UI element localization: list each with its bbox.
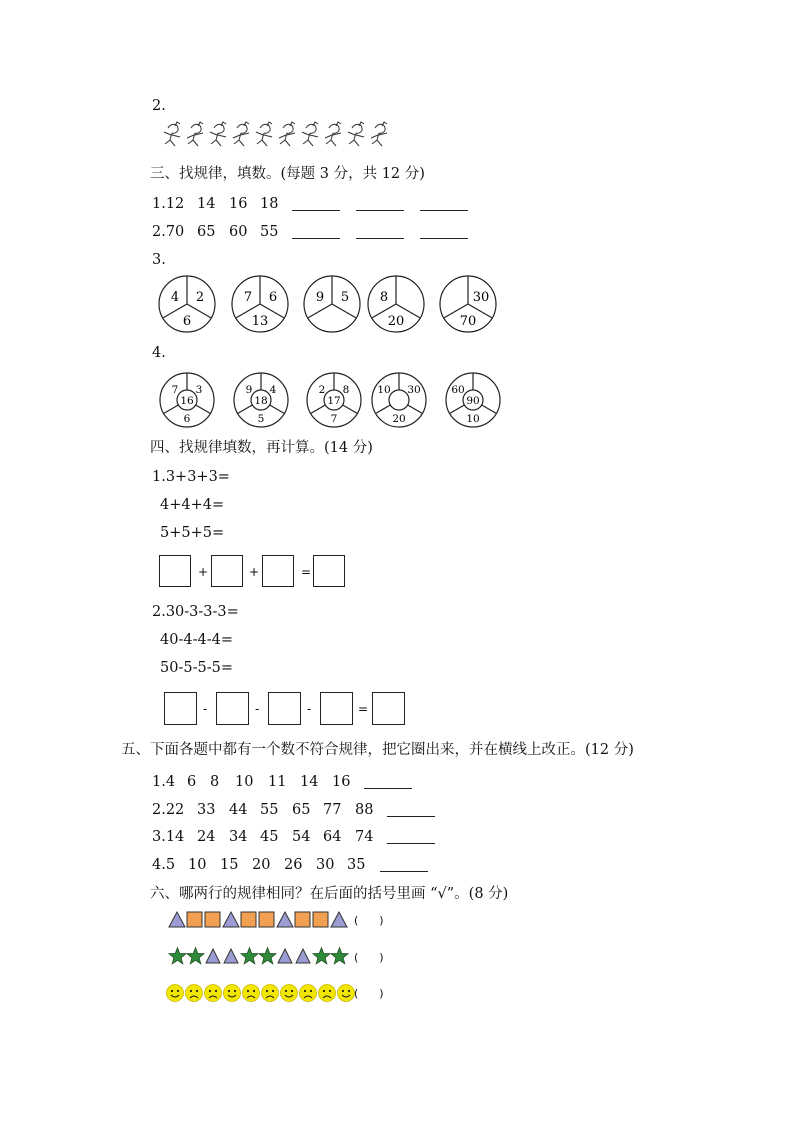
seq-num: 33 [197,802,216,818]
seq-num: 8 [210,774,220,790]
seq-num: 45 [260,829,279,845]
wheel-value: 10 [377,384,391,396]
dancing-figures-row [158,120,390,150]
square-icon [259,912,274,927]
seq-num: 11 [268,774,287,790]
triangle-icon [331,912,347,927]
wheel-value: 70 [459,314,477,329]
square-icon [187,912,202,927]
seq-num: 4.5 [152,857,176,873]
wheel-value: 6 [182,314,192,329]
seq-num: 26 [284,857,303,873]
number-wheel [302,274,362,334]
number-wheel [366,274,426,334]
wheel-value: 60 [451,384,465,396]
wheel-value: 4 [170,290,180,305]
wheel-value: 7 [330,413,338,425]
plus-sign: + [198,565,209,579]
answer-paren[interactable]: ( ) [354,987,384,1000]
seq-num: 74 [355,829,374,845]
seq-num: 88 [355,802,374,818]
square-icon [205,912,220,927]
triangle-icon [296,949,310,963]
square-icon [241,912,256,927]
p3-q2-num: 60 [229,224,248,240]
pattern-row-faces [165,983,355,1003]
seq-num: 34 [229,829,248,845]
square-icon [295,912,310,927]
dancing-figure-icon [210,122,226,146]
smiley-face-icon [338,985,355,1002]
wheel-value: 2 [318,384,326,396]
number-wheel [230,274,290,334]
seq-num: 55 [260,802,279,818]
answer-box[interactable] [268,692,301,725]
p4-q2-line: 2.30-3-3-3= [152,604,239,620]
wheel-center: 17 [327,395,341,407]
p4-q2-line: 50-5-5-5= [160,660,233,676]
star-icon [313,948,330,964]
answer-box[interactable] [211,555,243,587]
minus-sign: - [203,702,208,716]
pattern-row-stars [167,946,352,966]
number-wheel-inner [158,371,216,429]
wheel-value: 20 [387,314,405,329]
answer-paren[interactable]: ( ) [354,951,384,964]
smiley-face-icon [167,985,184,1002]
seq-num: 35 [347,857,366,873]
number-wheel-inner [232,371,290,429]
q2-label: 2. [152,98,166,114]
answer-box[interactable] [320,692,353,725]
wheel-value: 20 [392,413,406,425]
answer-box[interactable] [372,692,405,725]
seq-num: 1.4 [152,774,176,790]
dancing-figure-icon [279,122,295,146]
wheel-value: 13 [251,314,269,329]
seq-num: 10 [188,857,207,873]
star-icon [241,948,258,964]
wheel-value: 7 [243,290,253,305]
seq-num: 16 [332,774,351,790]
wheel-center: 90 [466,395,480,407]
wheel-value: 30 [472,290,490,305]
seq-num: 44 [229,802,248,818]
correction-blank[interactable] [364,788,412,789]
triangle-icon [223,912,239,927]
wheel-value: 10 [466,413,480,425]
answer-blank[interactable] [356,238,404,239]
p3-q1-num: 18 [260,196,279,212]
seq-num: 65 [292,802,311,818]
smiley-face-icon [224,985,241,1002]
part-four-heading: 四、找规律填数，再计算。(14 分) [150,440,373,456]
triangle-icon [206,949,220,963]
p3-q1-num: 14 [197,196,216,212]
answer-box[interactable] [262,555,294,587]
answer-box[interactable] [164,692,197,725]
dancing-figure-icon [164,122,180,146]
smiley-face-icon [281,985,298,1002]
frowny-face-icon [300,985,317,1002]
seq-num: 10 [235,774,254,790]
wheel-value: 5 [257,413,265,425]
p3-q2-label: 2.70 [152,224,185,240]
wheel-value: 7 [171,384,179,396]
seq-num: 6 [187,774,197,790]
seq-num: 3.14 [152,829,185,845]
wheel-value: 2 [195,290,205,305]
star-icon [187,948,204,964]
pattern-row-shapes [167,911,352,929]
seq-num: 14 [300,774,319,790]
wheel-value: 9 [315,290,325,305]
answer-paren[interactable]: ( ) [354,914,384,927]
wheel-value: 9 [245,384,253,396]
answer-blank[interactable] [356,210,404,211]
dancing-figure-icon [348,122,364,146]
number-wheel [157,274,217,334]
p4-q1-line: 5+5+5= [160,525,225,541]
p3-q2-num: 55 [260,224,279,240]
wheel-value: 8 [342,384,350,396]
plus-sign: + [249,565,260,579]
answer-box[interactable] [313,555,345,587]
minus-sign: - [255,702,260,716]
frowny-face-icon [186,985,203,1002]
wheel-value: 30 [407,384,421,396]
dancing-figure-icon [371,122,387,146]
answer-box[interactable] [159,555,191,587]
part-six-heading: 六、哪两行的规律相同？在后面的括号里画 “√”。(8 分) [150,886,509,902]
number-wheel-inner [444,371,502,429]
dancing-figure-icon [302,122,318,146]
answer-blank[interactable] [292,238,340,239]
star-icon [169,948,186,964]
p4-q1-line: 1.3+3+3= [152,469,230,485]
equals-sign: = [358,702,369,716]
answer-box[interactable] [216,692,249,725]
triangle-icon [169,912,185,927]
wheel-center: 16 [180,395,194,407]
part-five-heading: 五、下面各题中都有一个数不符合规律，把它圈出来，并在横线上改正。(12 分) [121,742,634,758]
triangle-icon [278,949,292,963]
wheel-value: 6 [183,413,191,425]
p4-q2-line: 40-4-4-4= [160,632,233,648]
number-wheel-inner [305,371,363,429]
number-wheel-inner [370,371,428,429]
star-icon [259,948,276,964]
star-icon [331,948,348,964]
answer-blank[interactable] [420,210,468,211]
triangle-icon [224,949,238,963]
part-three-heading: 三、找规律，填数。(每题 3 分，共 12 分) [150,166,425,182]
p3-q4-label: 4. [152,345,166,361]
wheel-value: 4 [269,384,277,396]
triangle-icon [277,912,293,927]
frowny-face-icon [243,985,260,1002]
wheel-value: 6 [268,290,278,305]
frowny-face-icon [205,985,222,1002]
seq-num: 20 [252,857,271,873]
wheel-value: 8 [379,290,389,305]
seq-num: 54 [292,829,311,845]
equals-sign: = [301,565,312,579]
p4-q1-line: 4+4+4= [160,497,225,513]
wheel-value: 5 [340,290,350,305]
p3-q1-num: 16 [229,196,248,212]
dancing-figure-icon [325,122,341,146]
p3-q3-label: 3. [152,252,166,268]
seq-num: 15 [220,857,239,873]
seq-num: 64 [323,829,342,845]
dancing-figure-icon [187,122,203,146]
minus-sign: - [307,702,312,716]
seq-num: 24 [197,829,216,845]
wheel-value: 3 [195,384,203,396]
dancing-figure-icon [256,122,272,146]
seq-num: 2.22 [152,802,185,818]
frowny-face-icon [319,985,336,1002]
answer-blank[interactable] [292,210,340,211]
frowny-face-icon [262,985,279,1002]
answer-blank[interactable] [420,238,468,239]
wheel-center: 18 [254,395,268,407]
correction-blank[interactable] [380,871,428,872]
square-icon [313,912,328,927]
dancing-figure-icon [233,122,249,146]
seq-num: 30 [316,857,335,873]
correction-blank[interactable] [387,843,435,844]
number-wheel [438,274,498,334]
seq-num: 77 [323,802,342,818]
p3-q1-label: 1.12 [152,196,185,212]
p3-q2-num: 65 [197,224,216,240]
correction-blank[interactable] [387,816,435,817]
